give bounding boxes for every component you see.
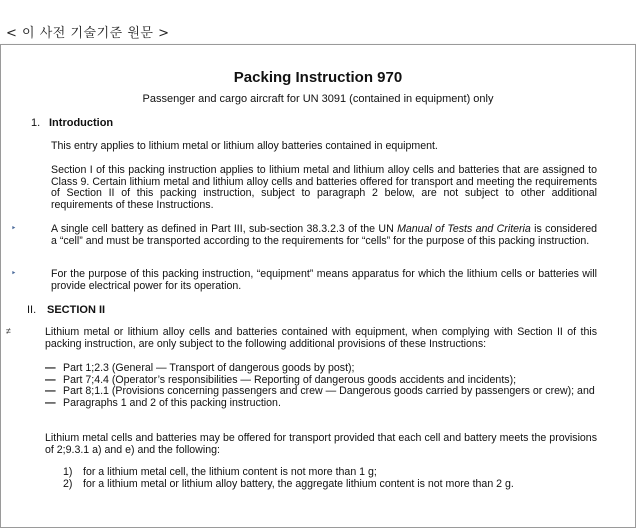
section-2-number: II. bbox=[27, 304, 37, 316]
list-item bbox=[63, 479, 603, 491]
paragraph-3-text-a: A single cell battery as defined in Part III, sub-section 38.3.2.3 of the UN bbox=[51, 223, 398, 235]
section-1-number: 1. bbox=[31, 117, 41, 129]
list-item-text: Part 7;4.4 (Operator’s responsibilities — Reporting of dangerous goods accidents and incidents); bbox=[63, 373, 517, 386]
list-item-number: 1) bbox=[63, 466, 73, 478]
list-item-text: Paragraphs 1 and 2 of this packing instruction. bbox=[63, 396, 281, 409]
paragraph-3-italic: Manual of Tests and Criteria bbox=[397, 223, 531, 235]
section-1-heading bbox=[31, 117, 113, 129]
section-2-paragraph-2: Lithium metal cells and batteries may be offered for transport provided that each cell and battery meets the provisions of 2;9.3.1 a) and e) and the following: bbox=[45, 432, 597, 456]
section-1-paragraph-2: Section I of this packing instruction applies to lithium metal and lithium alloy cells and batteries that are assigned to Class 9. Certain lithium metal and lithium alloy cells and batteries offered for transport and meeting the requirements of Section II of this packing instruction, subject to paragraph 2 below, are not subject to other additional requirements of these Instructions. bbox=[51, 164, 597, 211]
list-item-text: for a lithium metal cell, the lithium content is not more than 1 g; bbox=[83, 466, 377, 478]
section-2-paragraph-1: Lithium metal or lithium alloy cells and batteries contained with equipment, when complying with Section II of this packing instruction, are only subject to the following additional provisions of these Instructions: bbox=[45, 326, 597, 350]
dash-bullet: — bbox=[45, 362, 56, 374]
document-subtitle: Passenger and cargo aircraft for UN 3091 (contained in equipment) only bbox=[142, 93, 494, 105]
list-item bbox=[45, 398, 601, 410]
list-item-text: Part 8;1.1 (Provisions concerning passengers and crew — Dangerous goods carried by passengers or crew); and bbox=[63, 385, 595, 398]
document-title: Packing Instruction 970 bbox=[233, 69, 403, 86]
dash-bullet: — bbox=[45, 396, 56, 409]
list-item-text: for a lithium metal or lithium alloy battery, the aggregate lithium content is not more than 2 g. bbox=[83, 477, 514, 490]
margin-marker-1: ‣ bbox=[11, 223, 17, 233]
document-frame bbox=[0, 44, 636, 528]
margin-marker-2: ‣ bbox=[11, 268, 17, 278]
dash-bullet: — bbox=[45, 373, 56, 386]
section-1-paragraph-3 bbox=[51, 224, 597, 247]
margin-marker-3: ≠ bbox=[6, 326, 11, 336]
list-item-number: 2) bbox=[63, 477, 73, 490]
list-item bbox=[45, 363, 601, 375]
provisions-list bbox=[45, 363, 601, 409]
dash-bullet: — bbox=[45, 385, 56, 398]
list-item-text: Part 1;2.3 (General — Transport of dangerous goods by post); bbox=[63, 362, 355, 374]
section-1-paragraph-4: For the purpose of this packing instruction, “equipment” means apparatus for which the lithium cells or batteries will provide electrical power for its operation. bbox=[51, 268, 597, 292]
paragraph-3-text-b: is considered a “cell” and must be transported according to the requirements for “cells” for the purpose of this packing instruction. bbox=[51, 223, 597, 247]
section-1-paragraph-1: This entry applies to lithium metal or lithium alloy batteries contained in equipment. bbox=[51, 140, 438, 152]
section-1-title: Introduction bbox=[49, 117, 114, 129]
page-caption: < 이 사전 기술기준 원문 > bbox=[6, 26, 170, 41]
lithium-content-list bbox=[63, 467, 603, 490]
section-2-title: SECTION II bbox=[47, 304, 106, 316]
list-item bbox=[63, 467, 603, 479]
section-2-heading bbox=[27, 304, 105, 316]
